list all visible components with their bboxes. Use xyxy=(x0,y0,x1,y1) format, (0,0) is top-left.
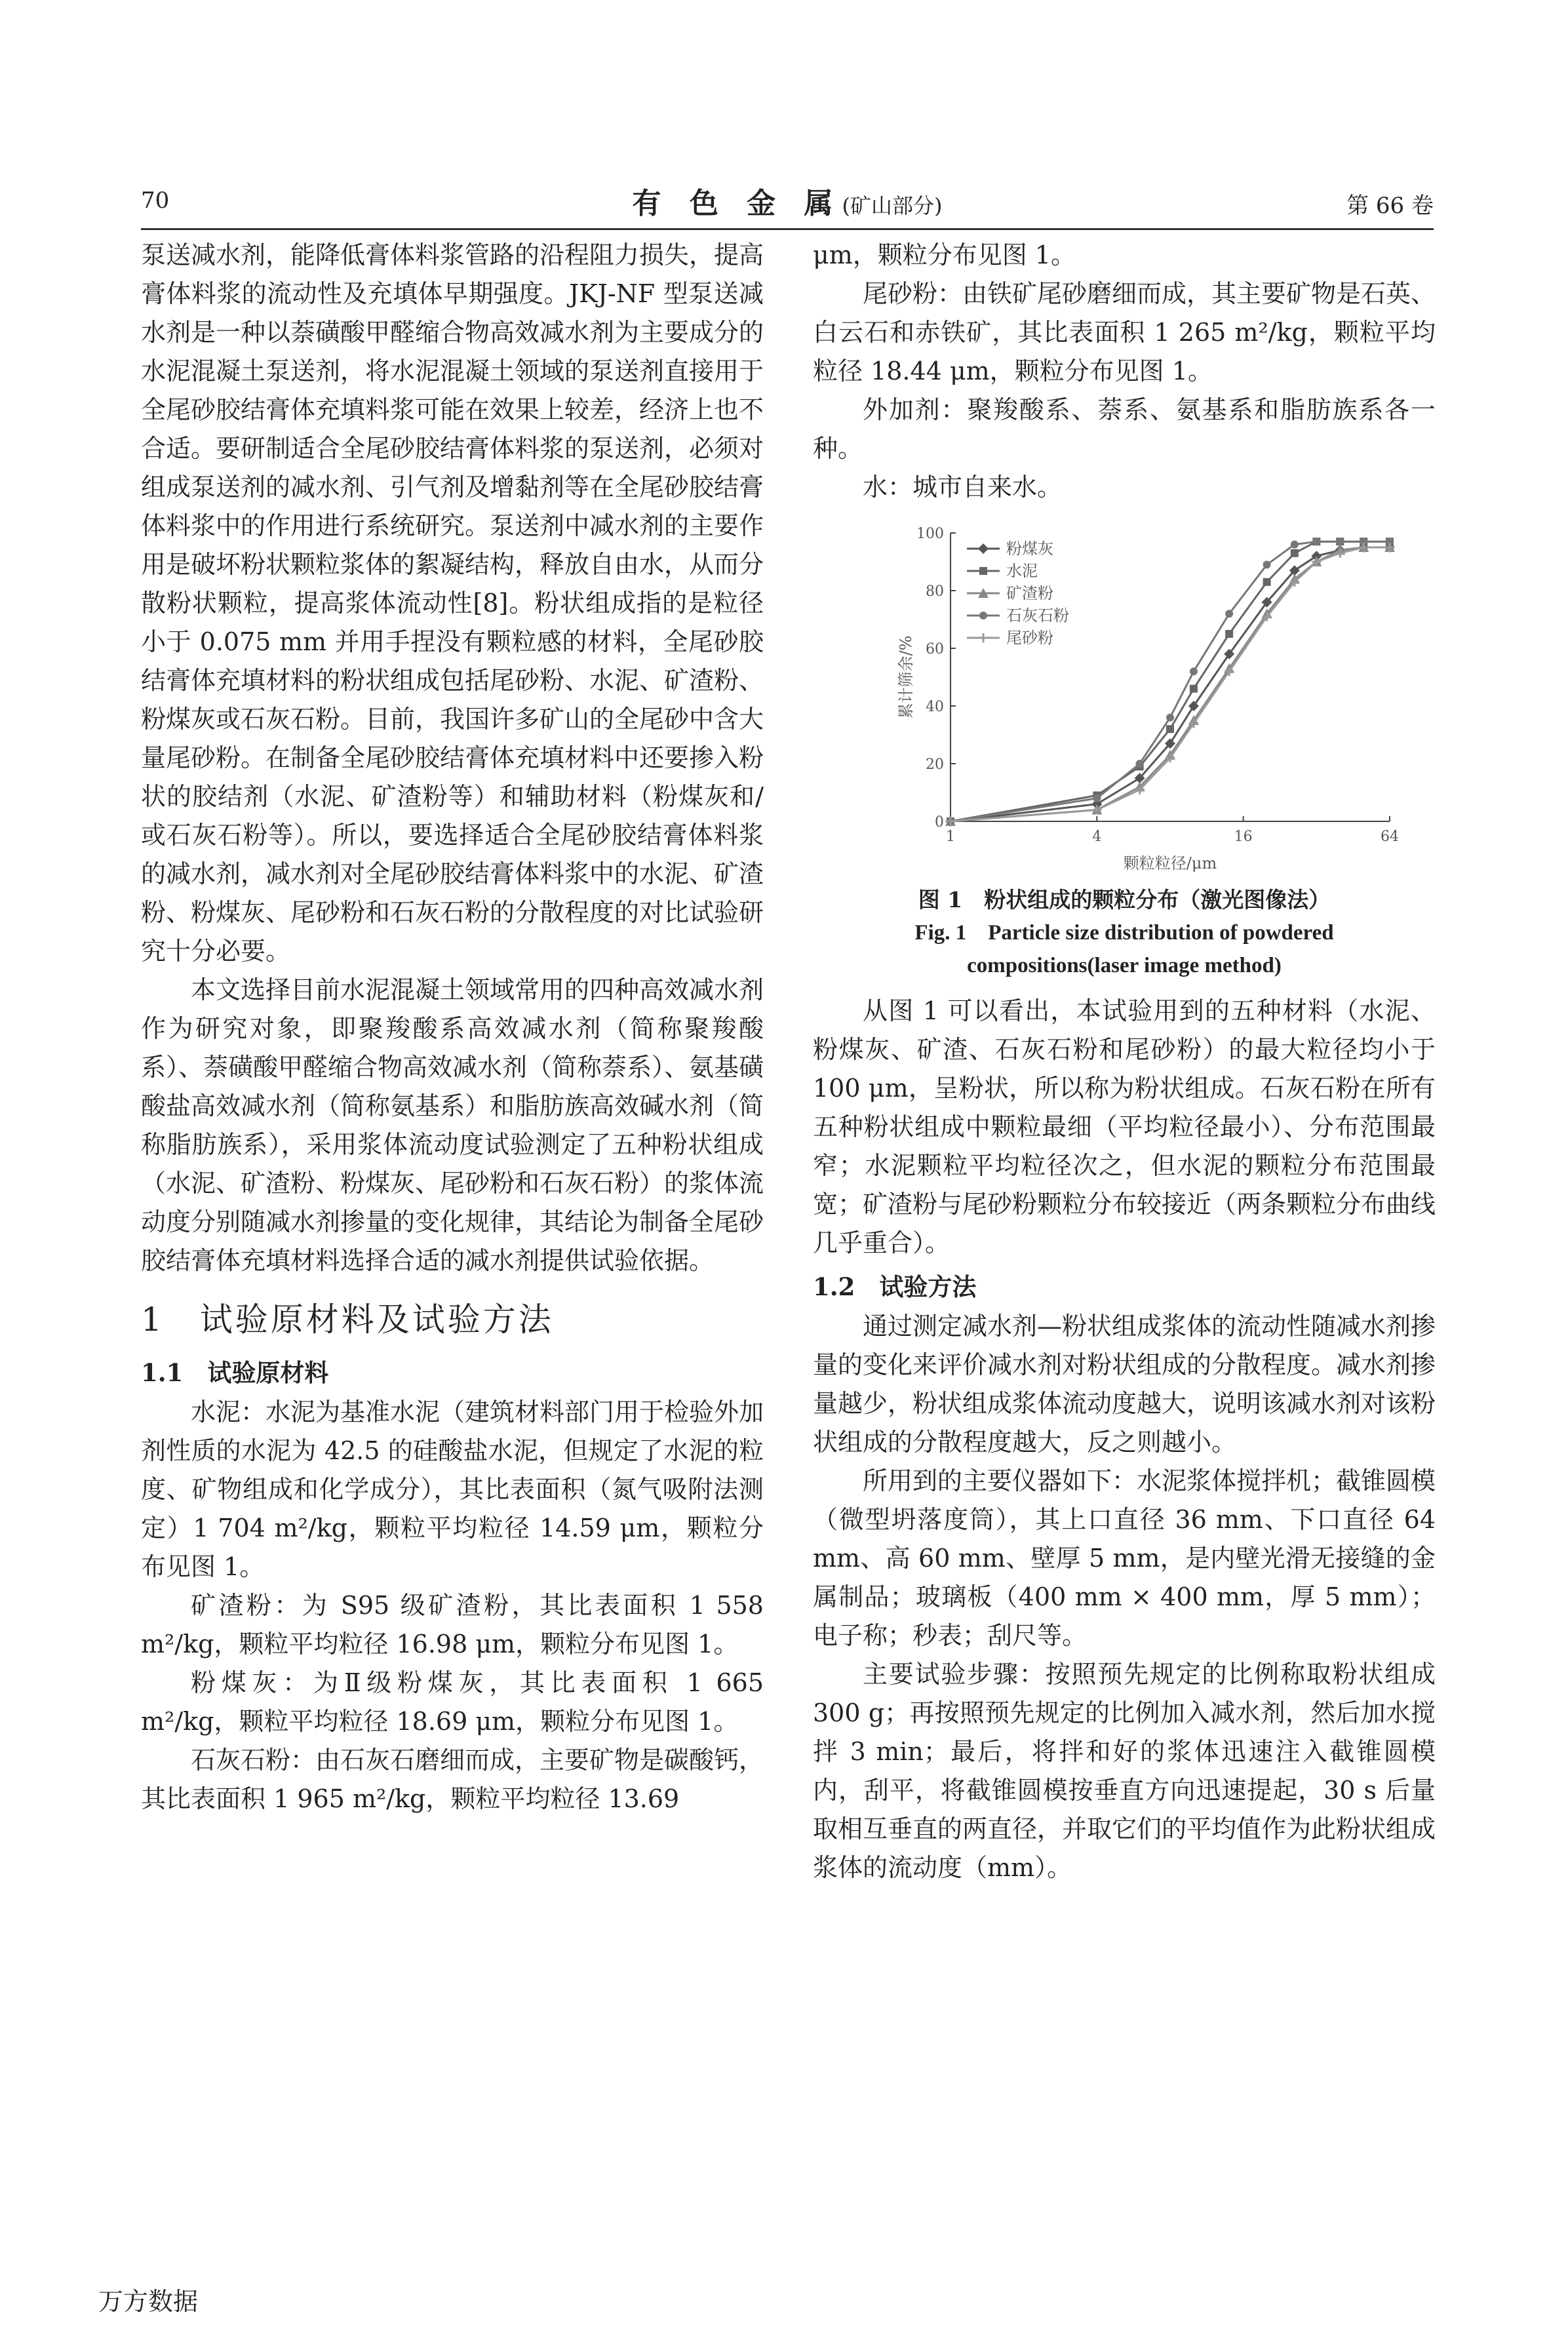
figure-1 xyxy=(813,513,1436,977)
left-column xyxy=(141,236,764,1818)
left-paragraph-1: 泵送减水剂，能降低膏体料浆管路的沿程阻力损失，提高膏体料浆的流动性及充填体早期强度。JKJ-NF 型泵送减水剂是一种以萘磺酸甲醛缩合物高效减水剂为主要成分的水泥混凝土泵送剂，将水泥混凝土领域的泵送剂直接用于全尾砂胶结膏体充填料浆可能在效果上较差，经济上也不合适。要研制适合全尾砂胶结膏体料浆的泵送剂，必须对组成泵送剂的减水剂、引气剂及增黏剂等在全尾砂胶结膏体料浆中的作用进行系统研究。泵送剂中减水剂的主要作用是破坏粉状颗粒浆体的絮凝结构，释放自由水，从而分散粉状颗粒，提高浆体流动性[8]。粉状组成指的是粒径小于 0.075 mm 并用手捏没有颗粒感的材料，全尾砂胶结膏体充填材料的粉状组成包括尾砂粉、水泥、矿渣粉、粉煤灰或石灰石粉。目前，我国许多矿山的全尾砂中含大量尾砂粉。在制备全尾砂胶结膏体充填材料中还要掺入粉状的胶结剂（水泥、矿渣粉等）和辅助材料（粉煤灰和/或石灰石粉等）。所以，要选择适合全尾砂胶结膏体料浆的减水剂，减水剂对全尾砂胶结膏体料浆中的水泥、矿渣粉、粉煤灰、尾砂粉和石灰石粉的分散程度的对比试验研究十分必要。 xyxy=(141,241,764,966)
left-paragraph-flyash: 粉煤灰：为Ⅱ级粉煤灰，其比表面积 1 665 m²/kg，颗粒平均粒径 18.69 μm，颗粒分布见图 1。 xyxy=(141,1668,764,1736)
data-point xyxy=(1291,541,1299,549)
right-paragraph-water: 水：城市自来水。 xyxy=(863,473,1063,501)
right-column xyxy=(813,236,1436,1887)
right-paragraph-steps: 主要试验步骤：按照预先规定的比例称取粉状组成 300 g；再按照预先规定的比例加入减水剂，然后加水搅拌 3 min；最后，将拌和好的浆体迅速注入截锥圆模内，刮平，将截锥圆模按垂直方向迅速提起，30 s 后量取相互垂直的两直径，并取它们的平均值作为此粉状组成浆体的流动度（mm）。 xyxy=(813,1660,1436,1882)
left-paragraph-slag: 矿渣粉：为 S95 级矿渣粉，其比表面积 1 558 m²/kg，颗粒平均粒径 16.98 μm，颗粒分布见图 1。 xyxy=(141,1591,764,1658)
data-point xyxy=(979,633,988,642)
data-point xyxy=(978,543,989,554)
data-point xyxy=(1225,630,1233,638)
data-point xyxy=(1166,725,1174,733)
data-point xyxy=(979,612,987,619)
series-1 xyxy=(947,538,1394,825)
data-point xyxy=(979,567,987,575)
section-heading-1-2: 1.2 试验方法 xyxy=(813,1272,977,1301)
data-point xyxy=(1291,549,1299,557)
journal-name: 有 色 金 属 xyxy=(632,187,842,220)
y-tick-label: 40 xyxy=(926,699,944,715)
legend-entry xyxy=(967,539,1053,558)
right-paragraph-method: 通过测定减水剂—粉状组成浆体的流动性随减水剂掺量的变化来评价减水剂对粉状组成的分散程度。减水剂掺量越少，粉状组成浆体流动度越大，说明该减水剂对该粉状组成的分散程度越大，反之则越小。 xyxy=(813,1312,1436,1457)
particle-size-chart xyxy=(813,513,1436,880)
page-header xyxy=(141,176,1434,230)
legend-label: 矿渣粉 xyxy=(1006,584,1053,602)
legend-entry xyxy=(967,606,1069,625)
data-point xyxy=(1336,538,1344,545)
data-point xyxy=(1312,538,1320,545)
data-point xyxy=(1093,794,1101,802)
journal-title xyxy=(141,180,1434,222)
data-point xyxy=(1263,560,1271,568)
data-point xyxy=(1166,714,1174,722)
legend-entry xyxy=(967,584,1053,602)
right-paragraph-instruments: 所用到的主要仪器如下：水泥浆体搅拌机；截锥圆模（微型坍落度筒），其上口直径 36 mm、下口直径 64 mm、高 60 mm、壁厚 5 mm，是内壁光滑无接缝的金属制品；玻璃板（400 mm × 400 mm，厚 5 mm）；电子称；秒表；刮尺等。 xyxy=(813,1466,1436,1650)
footer-watermark: 万方数据 xyxy=(98,2287,199,2316)
legend-entry xyxy=(967,629,1053,647)
data-point xyxy=(1190,685,1198,693)
y-tick-label: 20 xyxy=(926,756,944,773)
y-tick-label: 60 xyxy=(926,641,944,657)
data-point xyxy=(1136,760,1144,768)
x-tick-label: 64 xyxy=(1381,829,1399,845)
page-number: 70 xyxy=(141,187,170,214)
x-tick-label: 4 xyxy=(1092,829,1102,845)
y-tick-label: 0 xyxy=(935,814,944,831)
section-heading-1: 1 试验原材料及试验方法 xyxy=(141,1301,554,1339)
figure-caption-en-1: Fig. 1 Particle size distribution of powdered xyxy=(914,921,1334,945)
data-point xyxy=(1225,610,1233,618)
y-tick-label: 80 xyxy=(926,583,944,600)
data-point xyxy=(1190,667,1198,675)
y-tick-label: 100 xyxy=(916,526,944,542)
journal-subtitle: (矿山部分) xyxy=(842,193,943,218)
section-heading-1-1: 1.1 试验原材料 xyxy=(141,1358,329,1387)
right-paragraph-analysis: 从图 1 可以看出，本试验用到的五种材料（水泥、粉煤灰、矿渣、石灰石粉和尾砂粉）的最大粒径均小于 100 μm，呈粉状，所以称为粉状组成。石灰石粉在所有五种粉状组成中颗粒最细（平均粒径最小）、分布范围最窄；水泥颗粒平均粒径次之，但水泥的颗粒分布范围最宽；矿渣粉与尾砂粉颗粒分布较接近（两条颗粒分布曲线几乎重合）。 xyxy=(813,996,1436,1257)
y-axis-label: 累计筛余/% xyxy=(897,635,915,719)
figure-caption-cn: 图 1 粉状组成的颗粒分布（激光图像法） xyxy=(918,887,1331,912)
figure-caption-en-2: compositions(laser image method) xyxy=(967,954,1282,977)
legend-label: 石灰石粉 xyxy=(1006,606,1069,625)
left-paragraph-cement: 水泥：水泥为基准水泥（建筑材料部门用于检验外加剂性质的水泥为 42.5 的硅酸盐水泥，但规定了水泥的粒度、矿物组成和化学成分），其比表面积（氮气吸附法测定）1 704 m²/kg，颗粒平均粒径 14.59 μm，颗粒分布见图 1。 xyxy=(141,1398,764,1581)
legend-label: 尾砂粉 xyxy=(1006,629,1053,647)
right-paragraph-tailings: 尾砂粉：由铁矿尾砂磨细而成，其主要矿物是石英、白云石和赤铁矿，其比表面积 1 265 m²/kg，颗粒平均粒径 18.44 μm，颗粒分布见图 1。 xyxy=(813,279,1436,385)
data-point xyxy=(1263,578,1271,586)
legend-entry xyxy=(967,562,1038,580)
left-paragraph-limestone: 石灰石粉：由石灰石磨细而成，主要矿物是碳酸钙，其比表面积 1 965 m²/kg，颗粒平均粒径 13.69 xyxy=(141,1746,764,1813)
left-paragraph-2: 本文选择目前水泥混凝土领域常用的四种高效减水剂作为研究对象，即聚羧酸系高效减水剂（简称聚羧酸系）、萘磺酸甲醛缩合物高效减水剂（简称萘系）、氨基磺酸盐高效减水剂（简称氨基系）和脂肪族高效碱水剂（简称脂肪族系），采用浆体流动度试验测定了五种粉状组成（水泥、矿渣粉、粉煤灰、尾砂粉和石灰石粉）的浆体流动度分别随减水剂掺量的变化规律，其结论为制备全尾砂胶结膏体充填材料选择合适的减水剂提供试验依据。 xyxy=(141,975,764,1275)
x-tick-label: 1 xyxy=(946,829,955,845)
x-tick-label: 16 xyxy=(1234,829,1253,845)
legend-label: 粉煤灰 xyxy=(1006,539,1053,558)
right-paragraph-admixture: 外加剂：聚羧酸系、萘系、氨基系和脂肪族系各一种。 xyxy=(813,395,1436,463)
series-3 xyxy=(947,538,1394,825)
legend-label: 水泥 xyxy=(1006,562,1038,580)
volume-label: 第 66 卷 xyxy=(1346,193,1434,219)
x-axis-label: 颗粒粒径/μm xyxy=(1123,854,1217,872)
right-paragraph-1: μm，颗粒分布见图 1。 xyxy=(813,241,1076,269)
